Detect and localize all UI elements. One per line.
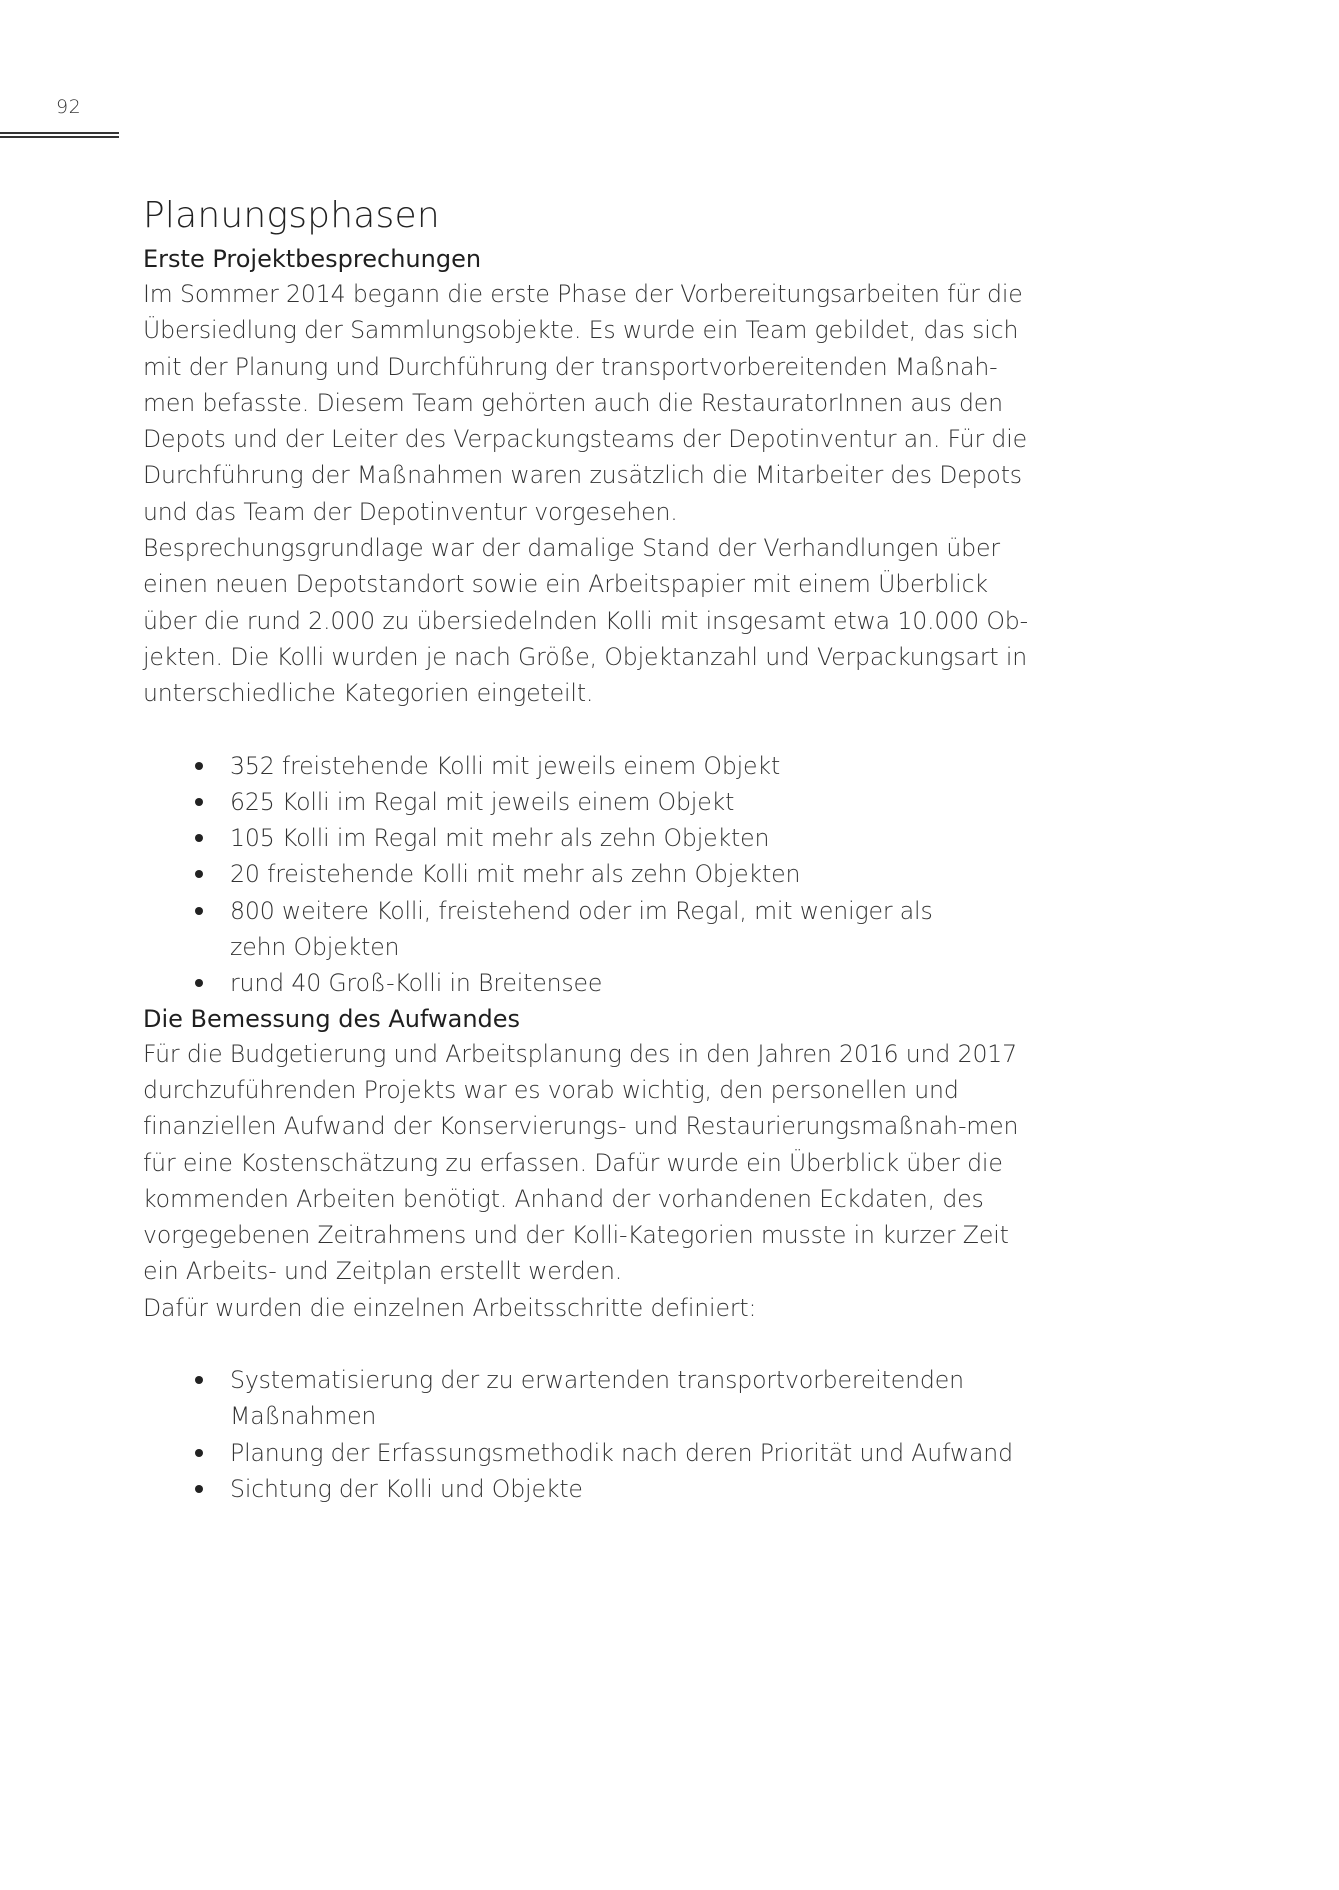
bullet-icon bbox=[195, 1449, 203, 1457]
list-item bbox=[143, 784, 1043, 820]
list-item bbox=[143, 856, 1043, 892]
kolli-categories-list bbox=[143, 748, 1043, 1002]
list-item-text: 625 Kolli im Regal mit jeweils einem Objekt bbox=[230, 787, 735, 816]
section1-paragraph-2: Besprechungsgrundlage war der damalige Stand der Verhandlungen über einen neuen Depotstandort sowie ein Arbeitspapier mit einem Überblick über die rund 2.000 zu übersiedelnden Kolli mit insgesamt etwa 10.000 Ob-jekten. Die Kolli wurden je nach Größe, Objektanzahl und Verpackungsart in unterschiedliche Kategorien eingeteilt. bbox=[143, 534, 1028, 708]
bullet-icon bbox=[195, 762, 203, 770]
list-item bbox=[143, 1471, 1043, 1507]
list-item-text: 105 Kolli im Regal mit mehr als zehn Objekten bbox=[230, 824, 770, 853]
section2-paragraph-2: Dafür wurden die einzelnen Arbeitsschritte definiert: bbox=[143, 1293, 757, 1322]
list-item bbox=[143, 1362, 1090, 1435]
list-item-text: 20 freistehende Kolli mit mehr als zehn Objekten bbox=[230, 860, 801, 889]
list-item bbox=[143, 748, 1043, 784]
list-item bbox=[143, 965, 1043, 1001]
page-content bbox=[143, 190, 1043, 1507]
bullet-icon bbox=[195, 870, 203, 878]
bullet-icon bbox=[195, 1376, 203, 1384]
list-item-text: Planung der Erfassungsmethodik nach deren Priorität und Aufwand bbox=[230, 1438, 1013, 1467]
header-rule-top bbox=[0, 132, 119, 134]
bullet-icon bbox=[195, 834, 203, 842]
bullet-icon bbox=[195, 1485, 203, 1493]
list-item bbox=[143, 1435, 1043, 1471]
section-heading-erste-projektbesprechungen: Erste Projektbesprechungen bbox=[143, 245, 482, 273]
list-item-text: rund 40 Groß-Kolli in Breitensee bbox=[230, 969, 603, 998]
arbeitsschritte-list bbox=[143, 1362, 1043, 1507]
header-rule-bottom bbox=[0, 136, 119, 138]
section2-paragraph-1: Für die Budgetierung und Arbeitsplanung des in den Jahren 2016 und 2017 durchzuführenden Projekts war es vorab wichtig, den personellen und finanziellen Aufwand der Konservierungs- und Restaurierungsmaßnah-men für eine Kostenschätzung zu erfassen. Dafür wurde ein Überblick über die kommenden Arbeiten benötigt. Anhand der vorhandenen Eckdaten, des vorgegebenen Zeitrahmens und der Kolli-Kategorien musste in kurzer Zeit ein Arbeits- und Zeitplan erstellt werden. bbox=[143, 1039, 1019, 1286]
list-item bbox=[143, 893, 990, 966]
bullet-icon bbox=[195, 798, 203, 806]
page-number: 92 bbox=[56, 96, 82, 118]
list-item-text: 800 weitere Kolli, freistehend oder im Regal, mit weniger als zehn Objekten bbox=[230, 896, 933, 962]
list-item-text: Systematisierung der zu erwartenden transportvorbereitenden Maßnahmen bbox=[230, 1366, 964, 1431]
section-heading-bemessung-des-aufwandes: Die Bemessung des Aufwandes bbox=[143, 1004, 521, 1033]
page-title: Planungsphasen bbox=[143, 195, 440, 236]
list-item bbox=[143, 820, 1043, 856]
section1-paragraph-1: Im Sommer 2014 begann die erste Phase der Vorbereitungsarbeiten für die Übersiedlung der Sammlungsobjekte. Es wurde ein Team gebildet, das sich mit der Planung und Durchführung der transportvorbereitenden Maßnah-men befasste. Diesem Team gehörten auch die RestauratorInnen aus den Depots und der Leiter des Verpackungsteams der Depotinventur an. Für die Durchführung der Maßnahmen waren zusätzlich die Mitarbeiter des Depots und das Team der Depotinventur vorgesehen. bbox=[143, 280, 1027, 526]
bullet-icon bbox=[195, 979, 203, 987]
list-item-text: 352 freistehende Kolli mit jeweils einem Objekt bbox=[230, 751, 781, 780]
list-item-text: Sichtung der Kolli und Objekte bbox=[230, 1474, 583, 1503]
bullet-icon bbox=[195, 907, 203, 915]
